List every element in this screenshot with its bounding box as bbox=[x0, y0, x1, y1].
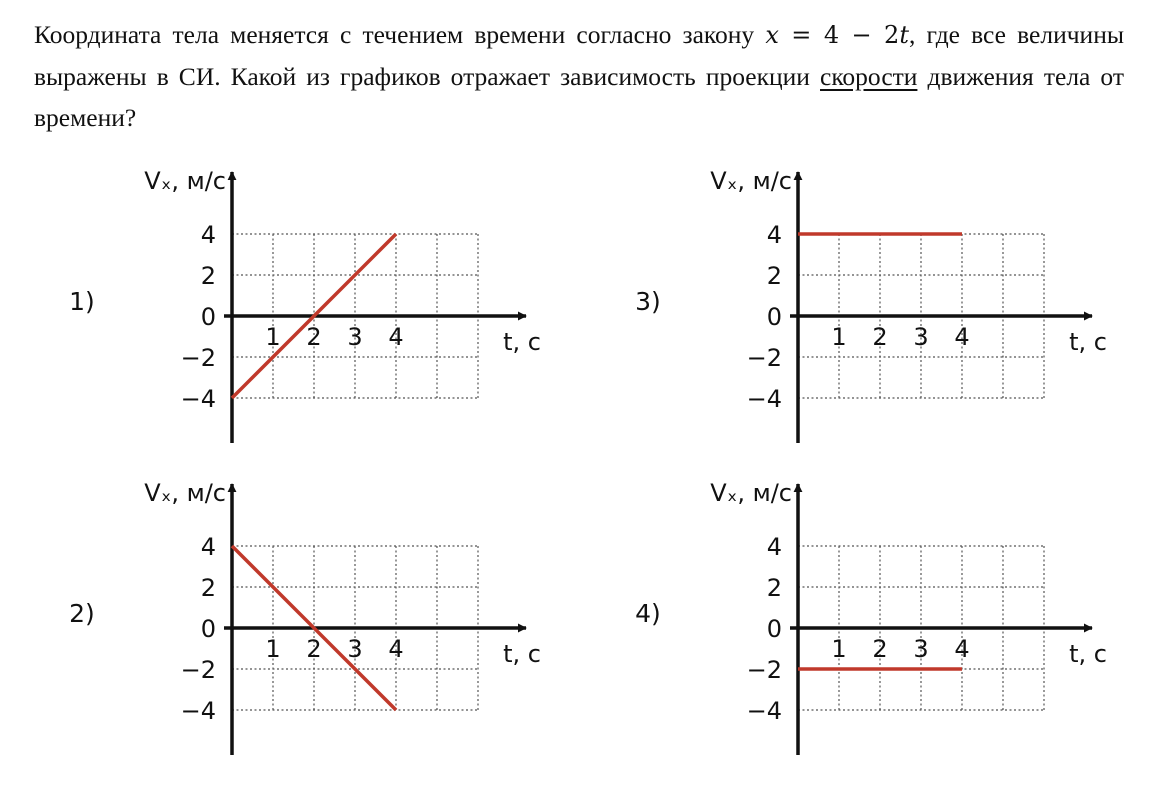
y-tick-label: 0 bbox=[200, 615, 216, 643]
x-axis-label: t, с bbox=[1069, 640, 1107, 668]
question-part-2: , где все величины выражены в СИ. Какой из графиков отражает зависимость проекции bbox=[34, 20, 1124, 91]
y-tick-label: −2 bbox=[746, 656, 782, 684]
question-part-3: движения тела от времени? bbox=[34, 62, 1124, 132]
panel-label: 3) bbox=[635, 287, 661, 316]
x-tick-label: 3 bbox=[347, 323, 363, 351]
x-tick-label: 1 bbox=[831, 635, 847, 663]
y-tick-label: 4 bbox=[766, 533, 782, 561]
x-axis-label: t, с bbox=[503, 640, 541, 668]
formula-var: x bbox=[765, 21, 779, 49]
x-tick-label: 4 bbox=[954, 323, 970, 351]
y-tick-label: 0 bbox=[766, 303, 782, 331]
panel-label: 1) bbox=[69, 287, 95, 316]
question-part-1: Координата тела меняется с течением времени согласно закону bbox=[34, 20, 766, 49]
y-tick-label: −4 bbox=[746, 697, 782, 725]
y-tick-label: −4 bbox=[180, 385, 216, 413]
y-tick-label: −2 bbox=[180, 344, 216, 372]
formula-eq: = bbox=[778, 21, 824, 49]
y-tick-label: 0 bbox=[200, 303, 216, 331]
formula-num: 4 − 2 bbox=[823, 21, 900, 49]
panel-label: 4) bbox=[635, 599, 661, 628]
y-tick-label: 2 bbox=[766, 574, 782, 602]
x-axis-label: t, с bbox=[503, 328, 541, 356]
y-tick-label: −4 bbox=[180, 697, 216, 725]
x-tick-label: 1 bbox=[265, 323, 281, 351]
x-tick-label: 4 bbox=[388, 635, 404, 663]
y-tick-label: −2 bbox=[746, 344, 782, 372]
x-tick-label: 3 bbox=[347, 635, 363, 663]
y-tick-label: 4 bbox=[200, 533, 216, 561]
x-tick-label: 3 bbox=[913, 323, 929, 351]
x-tick-label: 2 bbox=[872, 323, 888, 351]
formula-t: t bbox=[899, 21, 909, 49]
chart-2 bbox=[69, 479, 541, 755]
x-tick-label: 1 bbox=[265, 635, 281, 663]
x-tick-label: 2 bbox=[306, 635, 322, 663]
y-axis-label: Vₓ, м/с bbox=[710, 167, 792, 195]
y-tick-label: 2 bbox=[200, 574, 216, 602]
chart-1 bbox=[69, 167, 541, 443]
x-tick-label: 4 bbox=[954, 635, 970, 663]
y-axis-label: Vₓ, м/с bbox=[144, 479, 226, 507]
x-tick-label: 1 bbox=[831, 323, 847, 351]
question-underlined: скорости bbox=[820, 62, 918, 91]
y-tick-label: −2 bbox=[180, 656, 216, 684]
y-tick-label: −4 bbox=[746, 385, 782, 413]
chart-4 bbox=[635, 479, 1107, 755]
y-tick-label: 2 bbox=[200, 262, 216, 290]
chart-3 bbox=[635, 167, 1107, 443]
x-tick-label: 3 bbox=[913, 635, 929, 663]
x-tick-label: 2 bbox=[306, 323, 322, 351]
y-tick-label: 4 bbox=[766, 221, 782, 249]
y-axis-label: Vₓ, м/с bbox=[144, 167, 226, 195]
x-tick-label: 4 bbox=[388, 323, 404, 351]
x-tick-label: 2 bbox=[872, 635, 888, 663]
y-tick-label: 2 bbox=[766, 262, 782, 290]
panel-label: 2) bbox=[69, 599, 95, 628]
x-axis-label: t, с bbox=[1069, 328, 1107, 356]
y-tick-label: 4 bbox=[200, 221, 216, 249]
y-axis-label: Vₓ, м/с bbox=[710, 479, 792, 507]
y-tick-label: 0 bbox=[766, 615, 782, 643]
